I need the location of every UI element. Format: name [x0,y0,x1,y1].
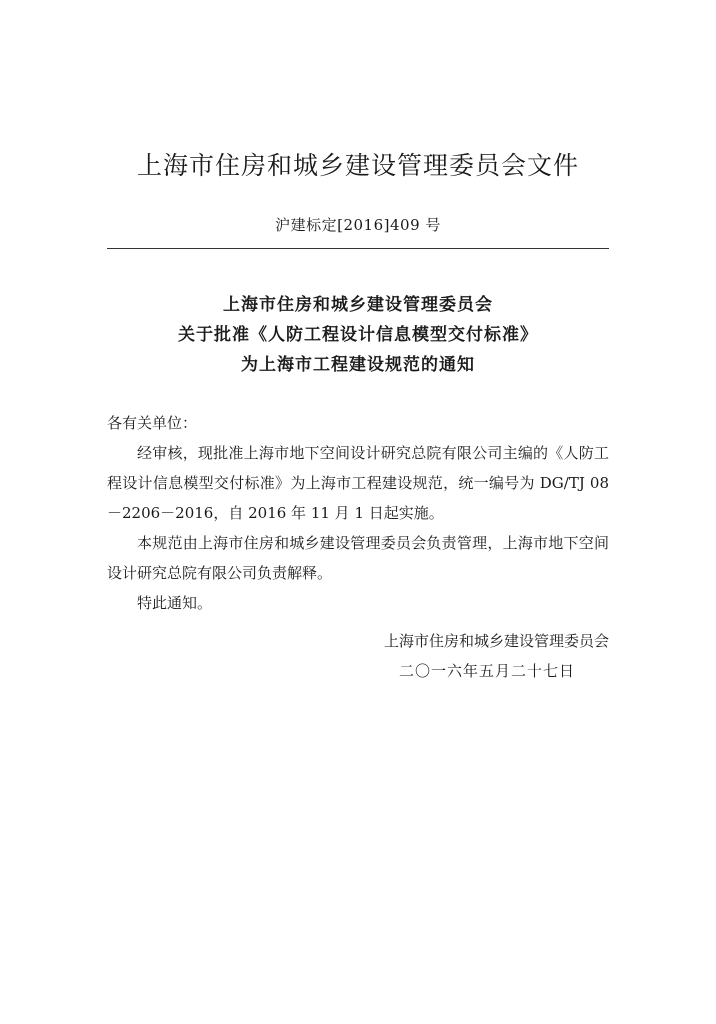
signature-date: 二〇一六年五月二十七日 [398,662,575,680]
salutation: 各有关单位： [107,414,198,432]
body-paragraph-1: 经审核，现批准上海市地下空间设计研究总院有限公司主编的《人防工程设计信息模型交付标准》为上海市工程建设规范，统一编号为 DG/TJ 08－2206－2016，自 2016 年 11 月 1 日起实施。 [107,444,609,522]
notice-title-line-1: 上海市住房和城乡建设管理委员会 [223,295,493,315]
notice-title [0,290,716,380]
body-paragraph-2: 本规范由上海市住房和城乡建设管理委员会负责管理，上海市地下空间设计研究总院有限公司负责解释。 [107,534,609,582]
closing-line: 特此通知。 [137,594,213,612]
document-header-title: 上海市住房和城乡建设管理委员会文件 [136,151,579,180]
signature-issuer: 上海市住房和城乡建设管理委员会 [383,632,609,650]
notice-body [107,408,609,618]
document-number: 沪建标定[2016]409 号 [275,216,441,234]
notice-title-line-3: 为上海市工程建设规范的通知 [241,355,475,375]
header-divider [107,248,609,249]
notice-title-line-2: 关于批准《人防工程设计信息模型交付标准》 [178,325,538,345]
